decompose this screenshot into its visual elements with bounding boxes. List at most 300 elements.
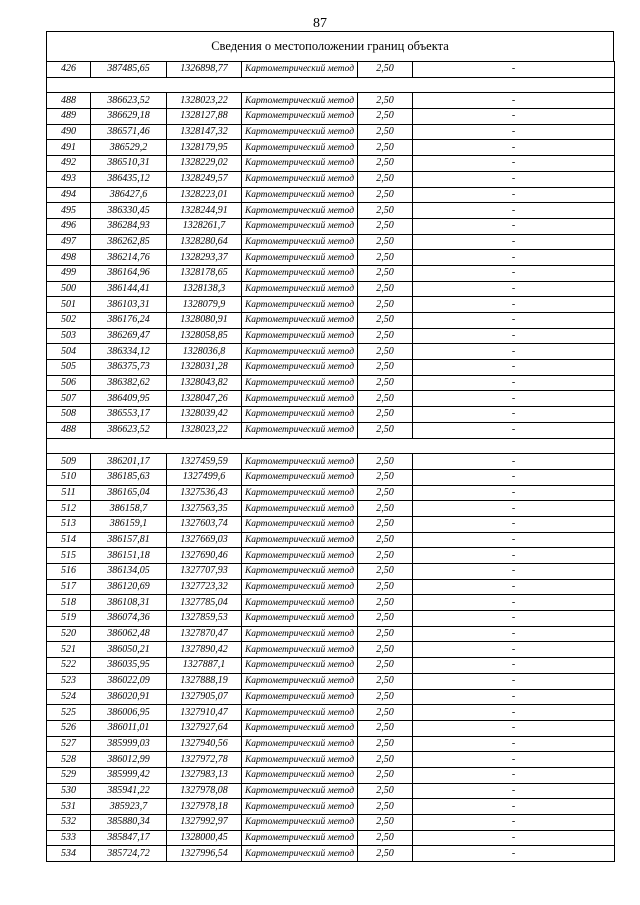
- coordinate-x-cell: 386571,46: [91, 124, 167, 140]
- accuracy-cell: 2,50: [358, 344, 413, 360]
- coordinate-y-cell: 1327996,54: [167, 846, 242, 862]
- separator-cell: [413, 77, 615, 93]
- accuracy-cell: 2,50: [358, 830, 413, 846]
- coordinate-y-cell: 1327870,47: [167, 626, 242, 642]
- accuracy-cell: 2,50: [358, 422, 413, 438]
- coordinate-y-cell: 1327669,03: [167, 532, 242, 548]
- method-cell: Картометрический метод: [242, 846, 358, 862]
- coordinate-x-cell: 386409,95: [91, 391, 167, 407]
- point-number-cell: 516: [47, 564, 91, 580]
- table-row: [47, 783, 615, 799]
- accuracy-cell: 2,50: [358, 250, 413, 266]
- accuracy-cell: 2,50: [358, 579, 413, 595]
- point-number-cell: 529: [47, 767, 91, 783]
- coordinate-y-cell: 1327887,1: [167, 658, 242, 674]
- accuracy-cell: 2,50: [358, 689, 413, 705]
- accuracy-cell: 2,50: [358, 203, 413, 219]
- accuracy-cell: 2,50: [358, 187, 413, 203]
- point-number-cell: 488: [47, 422, 91, 438]
- accuracy-cell: 2,50: [358, 234, 413, 250]
- coordinate-y-cell: 1327890,42: [167, 642, 242, 658]
- coordinate-y-cell: 1328293,37: [167, 250, 242, 266]
- table-row: [47, 642, 615, 658]
- method-cell: Картометрический метод: [242, 642, 358, 658]
- point-number-cell: 517: [47, 579, 91, 595]
- description-cell: -: [413, 579, 615, 595]
- accuracy-cell: 2,50: [358, 720, 413, 736]
- description-cell: -: [413, 752, 615, 768]
- table-row: [47, 124, 615, 140]
- description-cell: -: [413, 203, 615, 219]
- coordinate-y-cell: 1328043,82: [167, 375, 242, 391]
- accuracy-cell: 2,50: [358, 642, 413, 658]
- method-cell: Картометрический метод: [242, 140, 358, 156]
- coordinate-y-cell: 1328138,3: [167, 281, 242, 297]
- description-cell: -: [413, 344, 615, 360]
- coordinate-x-cell: 386151,18: [91, 548, 167, 564]
- method-cell: Картометрический метод: [242, 265, 358, 281]
- table-row: [47, 720, 615, 736]
- point-number-cell: 514: [47, 532, 91, 548]
- method-cell: Картометрический метод: [242, 454, 358, 470]
- accuracy-cell: 2,50: [358, 595, 413, 611]
- point-number-cell: 526: [47, 720, 91, 736]
- coordinate-x-cell: 385880,34: [91, 815, 167, 831]
- point-number-cell: 534: [47, 846, 91, 862]
- coordinate-x-cell: 386269,47: [91, 328, 167, 344]
- coordinate-y-cell: 1327690,46: [167, 548, 242, 564]
- method-cell: Картометрический метод: [242, 516, 358, 532]
- coordinate-x-cell: 386103,31: [91, 297, 167, 313]
- coordinate-x-cell: 386623,52: [91, 93, 167, 109]
- coordinate-y-cell: 1328147,32: [167, 124, 242, 140]
- table-row: [47, 281, 615, 297]
- point-number-cell: 494: [47, 187, 91, 203]
- method-cell: Картометрический метод: [242, 501, 358, 517]
- method-cell: Картометрический метод: [242, 673, 358, 689]
- point-number-cell: 489: [47, 109, 91, 125]
- method-cell: Картометрический метод: [242, 407, 358, 423]
- point-number-cell: 506: [47, 375, 91, 391]
- method-cell: Картометрический метод: [242, 705, 358, 721]
- coordinate-y-cell: 1327563,35: [167, 501, 242, 517]
- point-number-cell: 499: [47, 265, 91, 281]
- accuracy-cell: 2,50: [358, 109, 413, 125]
- separator-cell: [242, 77, 358, 93]
- coordinate-y-cell: 1328261,7: [167, 218, 242, 234]
- group-separator-row: [47, 438, 615, 454]
- table-row: [47, 187, 615, 203]
- point-number-cell: 531: [47, 799, 91, 815]
- separator-cell: [358, 77, 413, 93]
- description-cell: -: [413, 642, 615, 658]
- coordinate-x-cell: 386020,91: [91, 689, 167, 705]
- coordinate-x-cell: 386629,18: [91, 109, 167, 125]
- point-number-cell: 493: [47, 171, 91, 187]
- point-number-cell: 522: [47, 658, 91, 674]
- coordinate-x-cell: 386176,24: [91, 313, 167, 329]
- description-cell: -: [413, 265, 615, 281]
- table-row: [47, 109, 615, 125]
- method-cell: Картометрический метод: [242, 611, 358, 627]
- coordinate-x-cell: 386284,93: [91, 218, 167, 234]
- method-cell: Картометрический метод: [242, 250, 358, 266]
- point-number-cell: 502: [47, 313, 91, 329]
- coordinate-y-cell: 1328023,22: [167, 93, 242, 109]
- method-cell: Картометрический метод: [242, 736, 358, 752]
- table-row: [47, 595, 615, 611]
- point-number-cell: 525: [47, 705, 91, 721]
- point-number-cell: 490: [47, 124, 91, 140]
- method-cell: Картометрический метод: [242, 187, 358, 203]
- accuracy-cell: 2,50: [358, 626, 413, 642]
- coordinate-x-cell: 386330,45: [91, 203, 167, 219]
- accuracy-cell: 2,50: [358, 516, 413, 532]
- table-row: [47, 846, 615, 862]
- description-cell: -: [413, 767, 615, 783]
- method-cell: Картометрический метод: [242, 485, 358, 501]
- table-row: [47, 469, 615, 485]
- coordinate-x-cell: 386510,31: [91, 156, 167, 172]
- accuracy-cell: 2,50: [358, 407, 413, 423]
- method-cell: Картометрический метод: [242, 313, 358, 329]
- coordinate-x-cell: 386529,2: [91, 140, 167, 156]
- table-row: [47, 375, 615, 391]
- accuracy-cell: 2,50: [358, 375, 413, 391]
- accuracy-cell: 2,50: [358, 783, 413, 799]
- table-row: [47, 156, 615, 172]
- method-cell: Картометрический метод: [242, 62, 358, 78]
- method-cell: Картометрический метод: [242, 720, 358, 736]
- method-cell: Картометрический метод: [242, 375, 358, 391]
- accuracy-cell: 2,50: [358, 265, 413, 281]
- coordinate-x-cell: 385847,17: [91, 830, 167, 846]
- coordinate-y-cell: 1328280,64: [167, 234, 242, 250]
- coordinate-y-cell: 1326898,77: [167, 62, 242, 78]
- table-row: [47, 830, 615, 846]
- coordinate-y-cell: 1328079,9: [167, 297, 242, 313]
- table-row: [47, 360, 615, 376]
- method-cell: Картометрический метод: [242, 815, 358, 831]
- method-cell: Картометрический метод: [242, 218, 358, 234]
- coordinate-x-cell: 386214,76: [91, 250, 167, 266]
- method-cell: Картометрический метод: [242, 109, 358, 125]
- coordinate-x-cell: 386375,73: [91, 360, 167, 376]
- table-row: [47, 611, 615, 627]
- coordinate-x-cell: 385941,22: [91, 783, 167, 799]
- coordinate-y-cell: 1327499,6: [167, 469, 242, 485]
- point-number-cell: 512: [47, 501, 91, 517]
- method-cell: Картометрический метод: [242, 752, 358, 768]
- table-row: [47, 62, 615, 78]
- coordinate-y-cell: 1327978,08: [167, 783, 242, 799]
- point-number-cell: 492: [47, 156, 91, 172]
- table-row: [47, 218, 615, 234]
- point-number-cell: 513: [47, 516, 91, 532]
- coordinate-y-cell: 1327707,93: [167, 564, 242, 580]
- description-cell: -: [413, 360, 615, 376]
- separator-cell: [47, 438, 91, 454]
- coordinate-x-cell: 386006,95: [91, 705, 167, 721]
- table-row: [47, 626, 615, 642]
- description-cell: -: [413, 485, 615, 501]
- description-cell: -: [413, 454, 615, 470]
- description-cell: -: [413, 171, 615, 187]
- coordinate-y-cell: 1327888,19: [167, 673, 242, 689]
- point-number-cell: 495: [47, 203, 91, 219]
- description-cell: -: [413, 234, 615, 250]
- description-cell: -: [413, 250, 615, 266]
- separator-cell: [358, 438, 413, 454]
- accuracy-cell: 2,50: [358, 501, 413, 517]
- point-number-cell: 497: [47, 234, 91, 250]
- description-cell: -: [413, 548, 615, 564]
- table-row: [47, 250, 615, 266]
- boundary-coordinates-table: [46, 61, 615, 862]
- coordinate-x-cell: 386035,95: [91, 658, 167, 674]
- coordinate-y-cell: 1327859,53: [167, 611, 242, 627]
- accuracy-cell: 2,50: [358, 93, 413, 109]
- point-number-cell: 530: [47, 783, 91, 799]
- page-number: 87: [313, 16, 327, 31]
- table-row: [47, 234, 615, 250]
- accuracy-cell: 2,50: [358, 454, 413, 470]
- accuracy-cell: 2,50: [358, 469, 413, 485]
- method-cell: Картометрический метод: [242, 203, 358, 219]
- coordinate-y-cell: 1327940,56: [167, 736, 242, 752]
- accuracy-cell: 2,50: [358, 815, 413, 831]
- point-number-cell: 510: [47, 469, 91, 485]
- table-row: [47, 93, 615, 109]
- method-cell: Картометрический метод: [242, 564, 358, 580]
- table-row: [47, 344, 615, 360]
- point-number-cell: 524: [47, 689, 91, 705]
- coordinate-x-cell: 386062,48: [91, 626, 167, 642]
- coordinate-y-cell: 1328179,95: [167, 140, 242, 156]
- coordinate-x-cell: 385724,72: [91, 846, 167, 862]
- accuracy-cell: 2,50: [358, 328, 413, 344]
- point-number-cell: 519: [47, 611, 91, 627]
- coordinate-x-cell: 386108,31: [91, 595, 167, 611]
- method-cell: Картометрический метод: [242, 422, 358, 438]
- accuracy-cell: 2,50: [358, 360, 413, 376]
- point-number-cell: 518: [47, 595, 91, 611]
- table-row: [47, 422, 615, 438]
- table-title: Сведения о местоположении границ объекта: [46, 31, 614, 62]
- table-row: [47, 532, 615, 548]
- table-row: [47, 767, 615, 783]
- method-cell: Картометрический метод: [242, 93, 358, 109]
- coordinate-x-cell: 385923,7: [91, 799, 167, 815]
- method-cell: Картометрический метод: [242, 328, 358, 344]
- coordinate-x-cell: 386201,17: [91, 454, 167, 470]
- description-cell: -: [413, 62, 615, 78]
- point-number-cell: 503: [47, 328, 91, 344]
- coordinate-x-cell: 386159,1: [91, 516, 167, 532]
- method-cell: Картометрический метод: [242, 391, 358, 407]
- table-row: [47, 579, 615, 595]
- method-cell: Картометрический метод: [242, 156, 358, 172]
- accuracy-cell: 2,50: [358, 548, 413, 564]
- point-number-cell: 501: [47, 297, 91, 313]
- table-row: [47, 203, 615, 219]
- table-row: [47, 485, 615, 501]
- point-number-cell: 528: [47, 752, 91, 768]
- method-cell: Картометрический метод: [242, 830, 358, 846]
- point-number-cell: 520: [47, 626, 91, 642]
- accuracy-cell: 2,50: [358, 391, 413, 407]
- table-row: [47, 516, 615, 532]
- point-number-cell: 515: [47, 548, 91, 564]
- accuracy-cell: 2,50: [358, 564, 413, 580]
- description-cell: -: [413, 422, 615, 438]
- coordinate-x-cell: 386185,63: [91, 469, 167, 485]
- point-number-cell: 488: [47, 93, 91, 109]
- description-cell: -: [413, 673, 615, 689]
- coordinate-y-cell: 1327972,78: [167, 752, 242, 768]
- coordinate-y-cell: 1327905,07: [167, 689, 242, 705]
- point-number-cell: 532: [47, 815, 91, 831]
- point-number-cell: 509: [47, 454, 91, 470]
- table-row: [47, 705, 615, 721]
- coordinate-x-cell: 386164,96: [91, 265, 167, 281]
- method-cell: Картометрический метод: [242, 360, 358, 376]
- description-cell: -: [413, 516, 615, 532]
- coordinate-x-cell: 386623,52: [91, 422, 167, 438]
- coordinate-y-cell: 1327983,13: [167, 767, 242, 783]
- description-cell: -: [413, 532, 615, 548]
- point-number-cell: 426: [47, 62, 91, 78]
- table-row: [47, 736, 615, 752]
- point-number-cell: 521: [47, 642, 91, 658]
- coordinate-x-cell: 386012,99: [91, 752, 167, 768]
- method-cell: Картометрический метод: [242, 626, 358, 642]
- description-cell: -: [413, 736, 615, 752]
- coordinate-y-cell: 1327978,18: [167, 799, 242, 815]
- description-cell: -: [413, 689, 615, 705]
- description-cell: -: [413, 658, 615, 674]
- coordinate-x-cell: 386262,85: [91, 234, 167, 250]
- accuracy-cell: 2,50: [358, 124, 413, 140]
- accuracy-cell: 2,50: [358, 62, 413, 78]
- table-row: [47, 815, 615, 831]
- description-cell: -: [413, 297, 615, 313]
- separator-cell: [91, 438, 167, 454]
- table-row: [47, 313, 615, 329]
- separator-cell: [91, 77, 167, 93]
- point-number-cell: 496: [47, 218, 91, 234]
- method-cell: Картометрический метод: [242, 689, 358, 705]
- method-cell: Картометрический метод: [242, 297, 358, 313]
- method-cell: Картометрический метод: [242, 281, 358, 297]
- description-cell: -: [413, 93, 615, 109]
- coordinate-y-cell: 1327459,59: [167, 454, 242, 470]
- method-cell: Картометрический метод: [242, 171, 358, 187]
- method-cell: Картометрический метод: [242, 767, 358, 783]
- description-cell: -: [413, 501, 615, 517]
- table-row: [47, 407, 615, 423]
- separator-cell: [167, 438, 242, 454]
- coordinate-x-cell: 386165,04: [91, 485, 167, 501]
- coordinate-y-cell: 1328058,85: [167, 328, 242, 344]
- table-row: [47, 454, 615, 470]
- table-row: [47, 171, 615, 187]
- accuracy-cell: 2,50: [358, 611, 413, 627]
- separator-cell: [242, 438, 358, 454]
- coordinate-x-cell: 387485,65: [91, 62, 167, 78]
- description-cell: -: [413, 313, 615, 329]
- point-number-cell: 505: [47, 360, 91, 376]
- point-number-cell: 504: [47, 344, 91, 360]
- table-row: [47, 799, 615, 815]
- coordinate-y-cell: 1328047,26: [167, 391, 242, 407]
- accuracy-cell: 2,50: [358, 752, 413, 768]
- description-cell: -: [413, 595, 615, 611]
- description-cell: -: [413, 187, 615, 203]
- point-number-cell: 507: [47, 391, 91, 407]
- table-row: [47, 658, 615, 674]
- method-cell: Картометрический метод: [242, 595, 358, 611]
- description-cell: -: [413, 124, 615, 140]
- table-row: [47, 140, 615, 156]
- table-row: [47, 297, 615, 313]
- method-cell: Картометрический метод: [242, 344, 358, 360]
- description-cell: -: [413, 564, 615, 580]
- accuracy-cell: 2,50: [358, 673, 413, 689]
- method-cell: Картометрический метод: [242, 658, 358, 674]
- description-cell: -: [413, 328, 615, 344]
- method-cell: Картометрический метод: [242, 234, 358, 250]
- method-cell: Картометрический метод: [242, 124, 358, 140]
- description-cell: -: [413, 109, 615, 125]
- coordinate-x-cell: 385999,42: [91, 767, 167, 783]
- coordinate-y-cell: 1327927,64: [167, 720, 242, 736]
- accuracy-cell: 2,50: [358, 281, 413, 297]
- table-row: [47, 328, 615, 344]
- description-cell: -: [413, 281, 615, 297]
- point-number-cell: 491: [47, 140, 91, 156]
- coordinate-y-cell: 1328127,88: [167, 109, 242, 125]
- coordinates-table-body: [47, 62, 615, 862]
- point-number-cell: 508: [47, 407, 91, 423]
- coordinate-y-cell: 1328031,28: [167, 360, 242, 376]
- description-cell: -: [413, 611, 615, 627]
- coordinate-y-cell: 1328244,91: [167, 203, 242, 219]
- description-cell: -: [413, 156, 615, 172]
- accuracy-cell: 2,50: [358, 705, 413, 721]
- coordinate-x-cell: 386144,41: [91, 281, 167, 297]
- table-row: [47, 689, 615, 705]
- coordinate-x-cell: 386553,17: [91, 407, 167, 423]
- coordinate-x-cell: 386427,6: [91, 187, 167, 203]
- coordinate-x-cell: 386011,01: [91, 720, 167, 736]
- separator-cell: [167, 77, 242, 93]
- method-cell: Картометрический метод: [242, 799, 358, 815]
- description-cell: -: [413, 815, 615, 831]
- accuracy-cell: 2,50: [358, 658, 413, 674]
- description-cell: -: [413, 846, 615, 862]
- table-row: [47, 548, 615, 564]
- coordinate-y-cell: 1327603,74: [167, 516, 242, 532]
- coordinate-x-cell: 386435,12: [91, 171, 167, 187]
- separator-cell: [47, 77, 91, 93]
- accuracy-cell: 2,50: [358, 313, 413, 329]
- description-cell: -: [413, 830, 615, 846]
- point-number-cell: 511: [47, 485, 91, 501]
- description-cell: -: [413, 407, 615, 423]
- description-cell: -: [413, 218, 615, 234]
- coordinate-y-cell: 1328000,45: [167, 830, 242, 846]
